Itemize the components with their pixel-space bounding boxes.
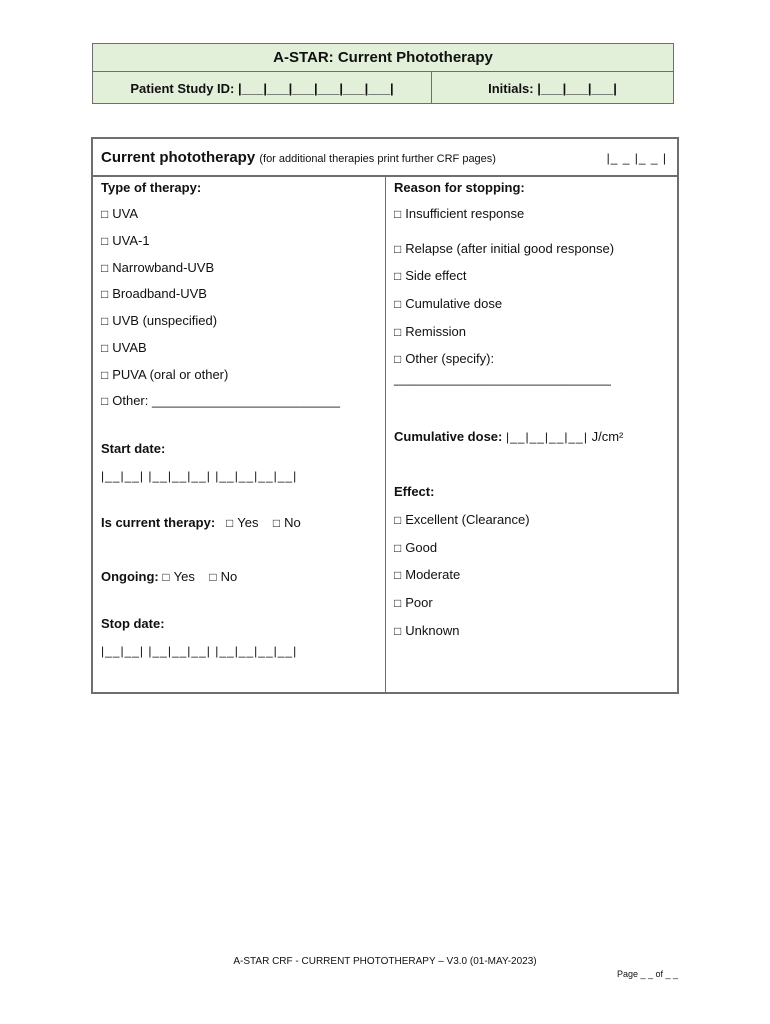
ongoing-yes[interactable]: Yes (173, 569, 195, 584)
effect-option-excellent[interactable]: □ Excellent (Clearance) (394, 512, 530, 527)
patient-id-field[interactable] (93, 72, 432, 103)
checkbox-icon[interactable]: □ (209, 570, 217, 584)
column-divider (385, 176, 386, 692)
effect-option-poor[interactable]: □ Poor (394, 595, 433, 610)
reason-label: Reason for stopping: (394, 180, 525, 195)
effect-option-moderate[interactable]: □ Moderate (394, 567, 461, 582)
cumulative-dose-boxes[interactable]: |__|__|__|__| (505, 430, 588, 444)
is-current-label: Is current therapy: (101, 515, 216, 530)
initials-label: Initials: (488, 81, 534, 96)
cumulative-dose-unit: J/cm² (591, 429, 624, 444)
reason-option-insufficient[interactable]: □ Insufficient response (394, 206, 525, 221)
ongoing-no[interactable]: No (220, 569, 238, 584)
start-date-boxes[interactable]: |__|__| |__|__|__| |__|__|__|__| (101, 469, 298, 483)
checkbox-icon[interactable]: □ (101, 368, 109, 382)
section-subtitle: (for additional therapies print further CRF pages) (259, 153, 496, 165)
checkbox-icon[interactable]: □ (394, 352, 402, 366)
ongoing-label: Ongoing: (101, 569, 159, 584)
checkbox-icon[interactable]: □ (101, 341, 109, 355)
section-header (93, 139, 677, 177)
section-title (101, 149, 496, 166)
therapy-type-label: Type of therapy: (101, 180, 202, 195)
reason-option-cumulative[interactable]: □ Cumulative dose (394, 296, 503, 311)
cumulative-dose-label: Cumulative dose: (394, 429, 503, 444)
therapy-option-broadband[interactable]: □ Broadband-UVB (101, 286, 207, 301)
checkbox-icon[interactable]: □ (394, 325, 402, 339)
checkbox-icon[interactable]: □ (394, 242, 402, 256)
therapy-option-uva[interactable]: □ UVA (101, 206, 139, 221)
checkbox-icon[interactable]: □ (272, 516, 281, 530)
checkbox-icon[interactable]: □ (394, 568, 402, 582)
initials-boxes[interactable]: |___|___|___| (537, 81, 617, 96)
is-current-yes[interactable]: Yes (237, 515, 259, 530)
checkbox-icon[interactable]: □ (101, 287, 109, 301)
stop-date-boxes[interactable]: |__|__| |__|__|__| |__|__|__|__| (101, 644, 298, 658)
is-current-row (101, 515, 301, 530)
checkbox-icon[interactable]: □ (394, 513, 402, 527)
start-date-label: Start date: (101, 441, 166, 456)
form-title: A-STAR: Current Phototherapy (93, 44, 673, 72)
therapy-option-uvb[interactable]: □ UVB (unspecified) (101, 313, 218, 328)
therapy-option-other[interactable]: □ Other: __________________________ (101, 393, 340, 408)
page-number: Page _ _ of _ _ (616, 969, 678, 979)
reason-specify-line[interactable]: ______________________________ (394, 371, 611, 386)
patient-id-label: Patient Study ID: (130, 81, 235, 96)
effect-option-good[interactable]: □ Good (394, 540, 438, 555)
therapy-number-boxes[interactable]: |_ _ |_ _ | (606, 151, 667, 165)
checkbox-icon[interactable]: □ (101, 207, 109, 221)
section-title-text: Current phototherapy (101, 149, 256, 166)
checkbox-icon[interactable]: □ (162, 570, 170, 584)
effect-option-unknown[interactable]: □ Unknown (394, 623, 460, 638)
is-current-no[interactable]: No (284, 515, 301, 530)
therapy-section (91, 137, 679, 694)
checkbox-icon[interactable]: □ (101, 261, 109, 275)
cumulative-dose-row (394, 429, 623, 444)
ongoing-row (101, 569, 237, 584)
reason-option-side-effect[interactable]: □ Side effect (394, 268, 467, 283)
checkbox-icon[interactable]: □ (394, 624, 402, 638)
reason-option-other[interactable]: □ Other (specify): (394, 351, 495, 366)
therapy-option-uvab[interactable]: □ UVAB (101, 340, 147, 355)
patient-id-boxes[interactable]: |___|___|___|___|___|___| (238, 81, 394, 96)
reason-option-remission[interactable]: □ Remission (394, 324, 466, 339)
header-table (92, 43, 674, 104)
checkbox-icon[interactable]: □ (394, 596, 402, 610)
therapy-option-uva1[interactable]: □ UVA-1 (101, 233, 150, 248)
checkbox-icon[interactable]: □ (394, 541, 402, 555)
footer-text: A-STAR CRF - CURRENT PHOTOTHERAPY – V3.0 (01-MAY-2023) (233, 956, 537, 967)
checkbox-icon[interactable]: □ (394, 207, 402, 221)
checkbox-icon[interactable]: □ (101, 234, 109, 248)
checkbox-icon[interactable]: □ (394, 269, 402, 283)
checkbox-icon[interactable]: □ (226, 516, 234, 530)
checkbox-icon[interactable]: □ (101, 314, 109, 328)
stop-date-label: Stop date: (101, 616, 165, 631)
effect-label: Effect: (394, 484, 435, 499)
therapy-option-narrowband[interactable]: □ Narrowband-UVB (101, 260, 215, 275)
checkbox-icon[interactable]: □ (394, 297, 402, 311)
checkbox-icon[interactable]: □ (101, 394, 109, 408)
reason-option-relapse[interactable]: □ Relapse (after initial good response) (394, 241, 615, 256)
initials-field[interactable] (432, 72, 673, 103)
therapy-option-puva[interactable]: □ PUVA (oral or other) (101, 367, 229, 382)
